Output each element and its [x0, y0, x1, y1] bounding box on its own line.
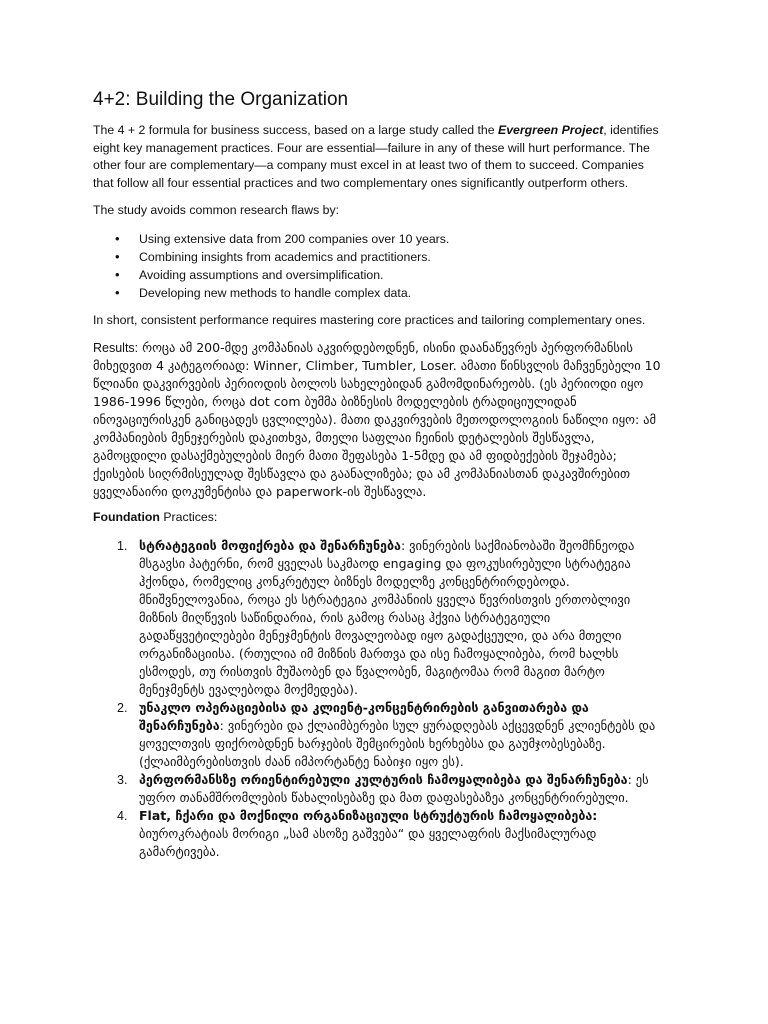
intro-emphasis: Evergreen Project — [498, 123, 604, 137]
results-paragraph — [93, 339, 663, 501]
results-label: Results: — [93, 341, 139, 355]
intro-text-before: The 4 + 2 formula for business success, based on a large study called the — [93, 123, 498, 137]
practice-title: Flat, ჩქარი და მოქნილი ორგანიზაციული სტრუქტურის ჩამოყალიბება: — [139, 807, 598, 823]
practice-title: უნაკლო ოპერაციებისა და კლიენტ-კონცენტრირების განვითარება და შენარჩუნება — [139, 699, 589, 733]
practice-text: : ვინერების საქმიანობაში შეომჩნეოდა მსგავსი პატერნი, რომ ყველას საკმაოდ engaging და ფოკუსირებული სტრატეგია ჰქონდა, რომელიც კონკრეტულ ბიზნეს მოდელზე კონცენტრირდებოდა. მნიშვნელოვანია, როცა ეს სტრატეგია კომპანიის ყველა წევრისთვის ერთობლივი მიზნის მიღწევის საწინდარია, რის გამოც რასაც ჰქვია სტრატეგიული გადაწყვეტილებები მენეჯმენტის მოვალეობად იყო გადაქცეული, და არა მთელი ორგანიზაციისა. (რთულია იმ მიზნის მართვა და ისე ჩამოყალიბება, რომ ხალხს ესმოდეს, თუ რისთვის მუშაობენ და წვალობენ, მაგიტომაა რომ მაგით მარტო მენეჯმენტს ევალებოდა მოქმედება). — [139, 537, 635, 697]
practice-text: ბიუროკრატიას მორიგი „სამ ასოზე გაშვება“ და ყველაფრის მაქსიმალურად გამარტივება. — [139, 825, 597, 859]
foundation-rest: Practices: — [159, 510, 218, 524]
bullet-item: • Using extensive data from 200 companies over 10 years. — [93, 230, 663, 248]
practice-title: სტრატეგიის მოფიქრება და შენარჩუნება — [139, 537, 401, 553]
practice-text: : ვინერები და ქლაიმბერები სულ ყურადღებას აქცევდნენ კლიენტებს და ყოველთვის ფიქრობდნენ ხარჯების შემცირების ხერხებსა და გაუმჯობესებაზე. (ქლაიმბერებისთვის ძაან იმპორტანტე ნაბიჯი იყო ეს). — [139, 717, 656, 769]
intro-paragraph — [93, 122, 663, 192]
avoids-intro: The study avoids common research flaws by: — [93, 203, 340, 217]
practice-number: 3. — [117, 772, 128, 787]
practice-item — [93, 537, 663, 699]
bullet-item: • Combining insights from academics and practitioners. — [93, 248, 663, 266]
practices-list — [93, 537, 663, 861]
practice-number: 2. — [117, 700, 128, 715]
bullet-list — [93, 230, 663, 302]
document-title: 4+2: Building the Organization — [93, 89, 349, 110]
results-text: როცა ამ 200-მდე კომპანიას აკვირდებოდნენ, ისინი დაანაწევრეს პერფორმანსის მიხედვით 4 კატეგორიად: Winner, Climber, Tumbler, Loser. ამათი წინსვლის მაჩვენებელი 10 წლიანი დაკვირვების პერიოდის ბოლოს სახელებიდან გამომდინარეობს. (ეს პერიოდი იყო 1986-1996 წლები, როცა dot com ბუმმა ბიზნესის მოდელების ტრადიციულიდან ინოვაციურისკენ განიცადეს ცვლილება). მათი დაკვირვების მეთოდოლოგიის ნაწილი იყო: ამ კომპანიების მენეჯერების დაკითხვა, მთელი საფლაი ჩეინის დეტალების შესწავლა, გამოცდილი დასაქმებულების მიერ მათი შეფასება 1-5მდე და ამ ფიდბექების შეჯამება; ქეისების სიღრმისეულად შესწავლა და გაანალიზება; და ამ კომპანიასთან დაკავშირებით ყველანაირი დოკუმენტისა და paperwork-ის შესწავლა. — [93, 340, 661, 499]
practice-number: 4. — [117, 808, 128, 823]
summary-paragraph: In short, consistent performance requires mastering core practices and tailoring complementary ones. — [93, 312, 646, 327]
practice-number: 1. — [117, 538, 128, 553]
document-body — [93, 88, 663, 861]
intro-text-after: , identifies eight key management practices. Four are essential—failure in any of these will hurt performance. The other four are complementary—a company must excel in at least two of them to succeed. Companies that follow all four essential practices and two complementary ones significantly outperform others. — [93, 123, 659, 190]
foundation-heading — [93, 509, 663, 527]
practice-item — [93, 771, 663, 807]
practice-text: : ეს უფრო თანამშრომლების წახალისებაზე და მათ დაფასებაზეა კონცენტრირებული. — [139, 771, 649, 805]
practice-title: პერფორმანსზე ორიენტირებული კულტურის ჩამოყალიბება და შენარჩუნება — [139, 771, 628, 787]
practice-item — [93, 807, 663, 861]
foundation-bold: Foundation — [93, 510, 160, 524]
practice-item — [93, 699, 663, 771]
bullet-item: • Avoiding assumptions and oversimplification. — [93, 266, 663, 284]
bullet-item: • Developing new methods to handle complex data. — [93, 284, 663, 302]
